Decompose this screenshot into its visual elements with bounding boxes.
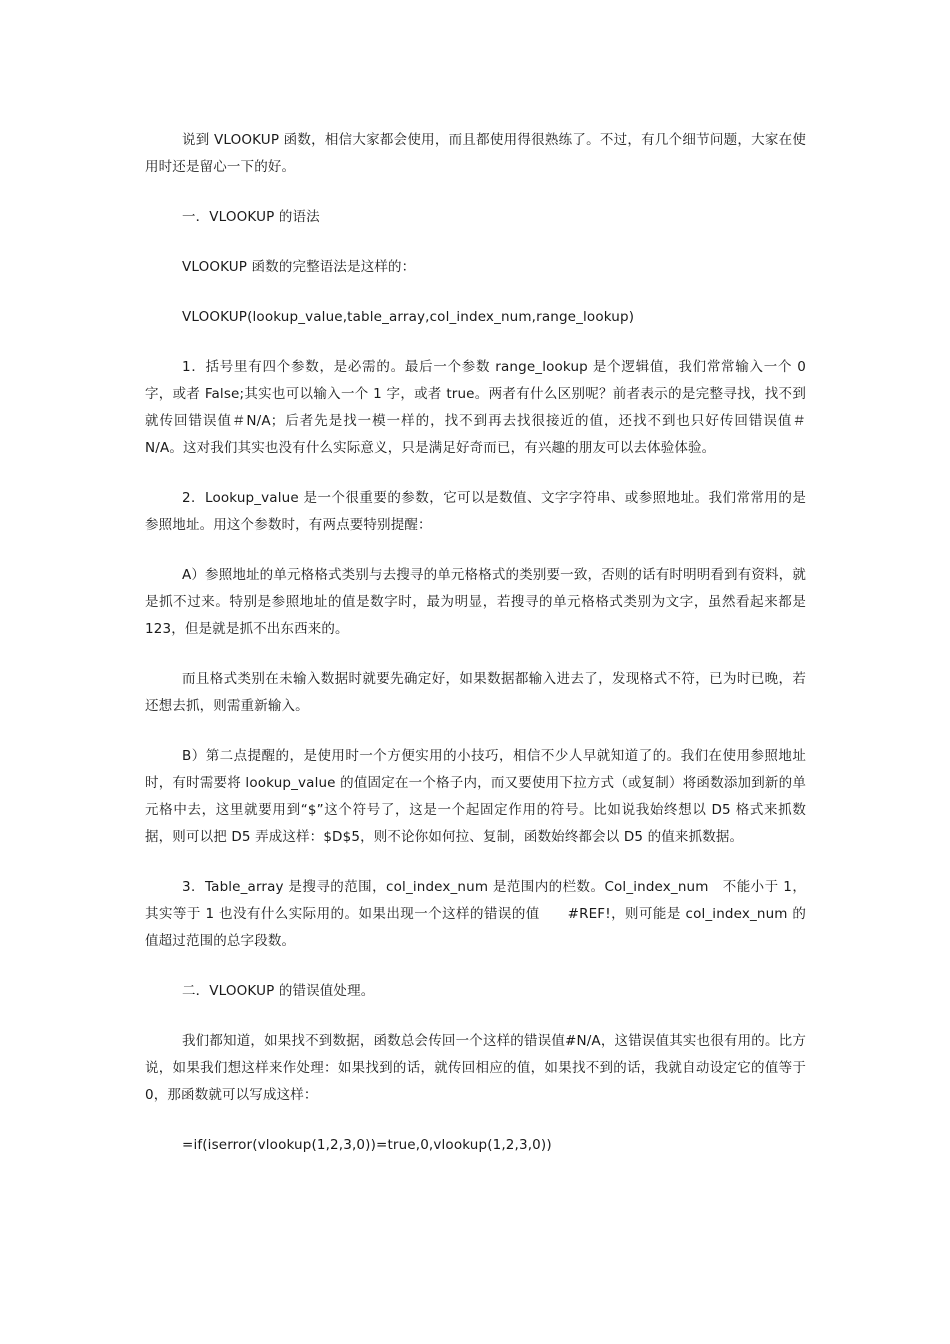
section-heading-errors: 二．VLOOKUP 的错误值处理。 bbox=[182, 983, 375, 999]
error-formula: =if(iserror(vlookup(1,2,3,0))=true,0,vlookup(1,2,3,0)) bbox=[182, 1137, 552, 1153]
error-handling-paragraph: 我们都知道，如果找不到数据，函数总会传回一个这样的错误值#N/A，这错误值其实也很有用的。比方说，如果我们想这样来作处理：如果找到的话，就传回相应的值，如果找不到的话，我就自动设定它的值等于 0，那函数就可以写成这样： bbox=[145, 1033, 806, 1103]
section-heading-syntax: 一．VLOOKUP 的语法 bbox=[182, 209, 320, 225]
syntax-formula: VLOOKUP(lookup_value,table_array,col_index_num,range_lookup) bbox=[182, 309, 635, 325]
intro-paragraph: 说到 VLOOKUP 函数，相信大家都会使用，而且都使用得很熟练了。不过，有几个细节问题，大家在使用时还是留心一下的好。 bbox=[145, 132, 806, 175]
point-a-paragraph: A）参照地址的单元格格式类别与去搜寻的单元格格式的类别要一致，否则的话有时明明看到有资料，就是抓不过来。特别是参照地址的值是数字时，最为明显，若搜寻的单元格格式类别为文字，虽然看起来都是 123，但是就是抓不出东西来的。 bbox=[145, 567, 806, 637]
point-1-paragraph: 1．括号里有四个参数，是必需的。最后一个参数 range_lookup 是个逻辑值，我们常常输入一个 0 字，或者 False;其实也可以输入一个 1 字，或者 true。两者有什么区别呢？前者表示的是完整寻找，找不到就传回错误值＃N/A；后者先是找一模一样的，找不到再去找很接近的值，还找不到也只好传回错误值＃N/A。这对我们其实也没有什么实际意义，只是满足好奇而已，有兴趣的朋友可以去体验体验。 bbox=[145, 359, 806, 456]
syntax-intro: VLOOKUP 函数的完整语法是这样的： bbox=[182, 259, 416, 275]
format-note-paragraph: 而且格式类别在未输入数据时就要先确定好，如果数据都输入进去了，发现格式不符，已为时已晚，若还想去抓，则需重新输入。 bbox=[145, 671, 806, 714]
point-2-paragraph: 2．Lookup_value 是一个很重要的参数，它可以是数值、文字字符串、或参照地址。我们常常用的是参照地址。用这个参数时，有两点要特别提醒： bbox=[145, 490, 806, 533]
point-b-paragraph: B）第二点提醒的，是使用时一个方便实用的小技巧，相信不少人早就知道了的。我们在使用参照地址时，有时需要将 lookup_value 的值固定在一个格子内，而又要使用下拉方式（或复制）将函数添加到新的单元格中去，这里就要用到“$”这个符号了，这是一个起固定作用的符号。比如说我始终想以 D5 格式来抓数据，则可以把 D5 弄成这样：$D$5，则不论你如何拉、复制，函数始终都会以 D5 的值来抓数据。 bbox=[145, 748, 806, 845]
document-body bbox=[145, 127, 806, 1159]
point-3-paragraph: 3．Table_array 是搜寻的范围，col_index_num 是范围内的栏数。Col_index_num 不能小于 1，其实等于 1 也没有什么实际用的。如果出现一个这样的错误的值 #REF!，则可能是 col_index_num 的值超过范围的总字段数。 bbox=[145, 879, 806, 949]
